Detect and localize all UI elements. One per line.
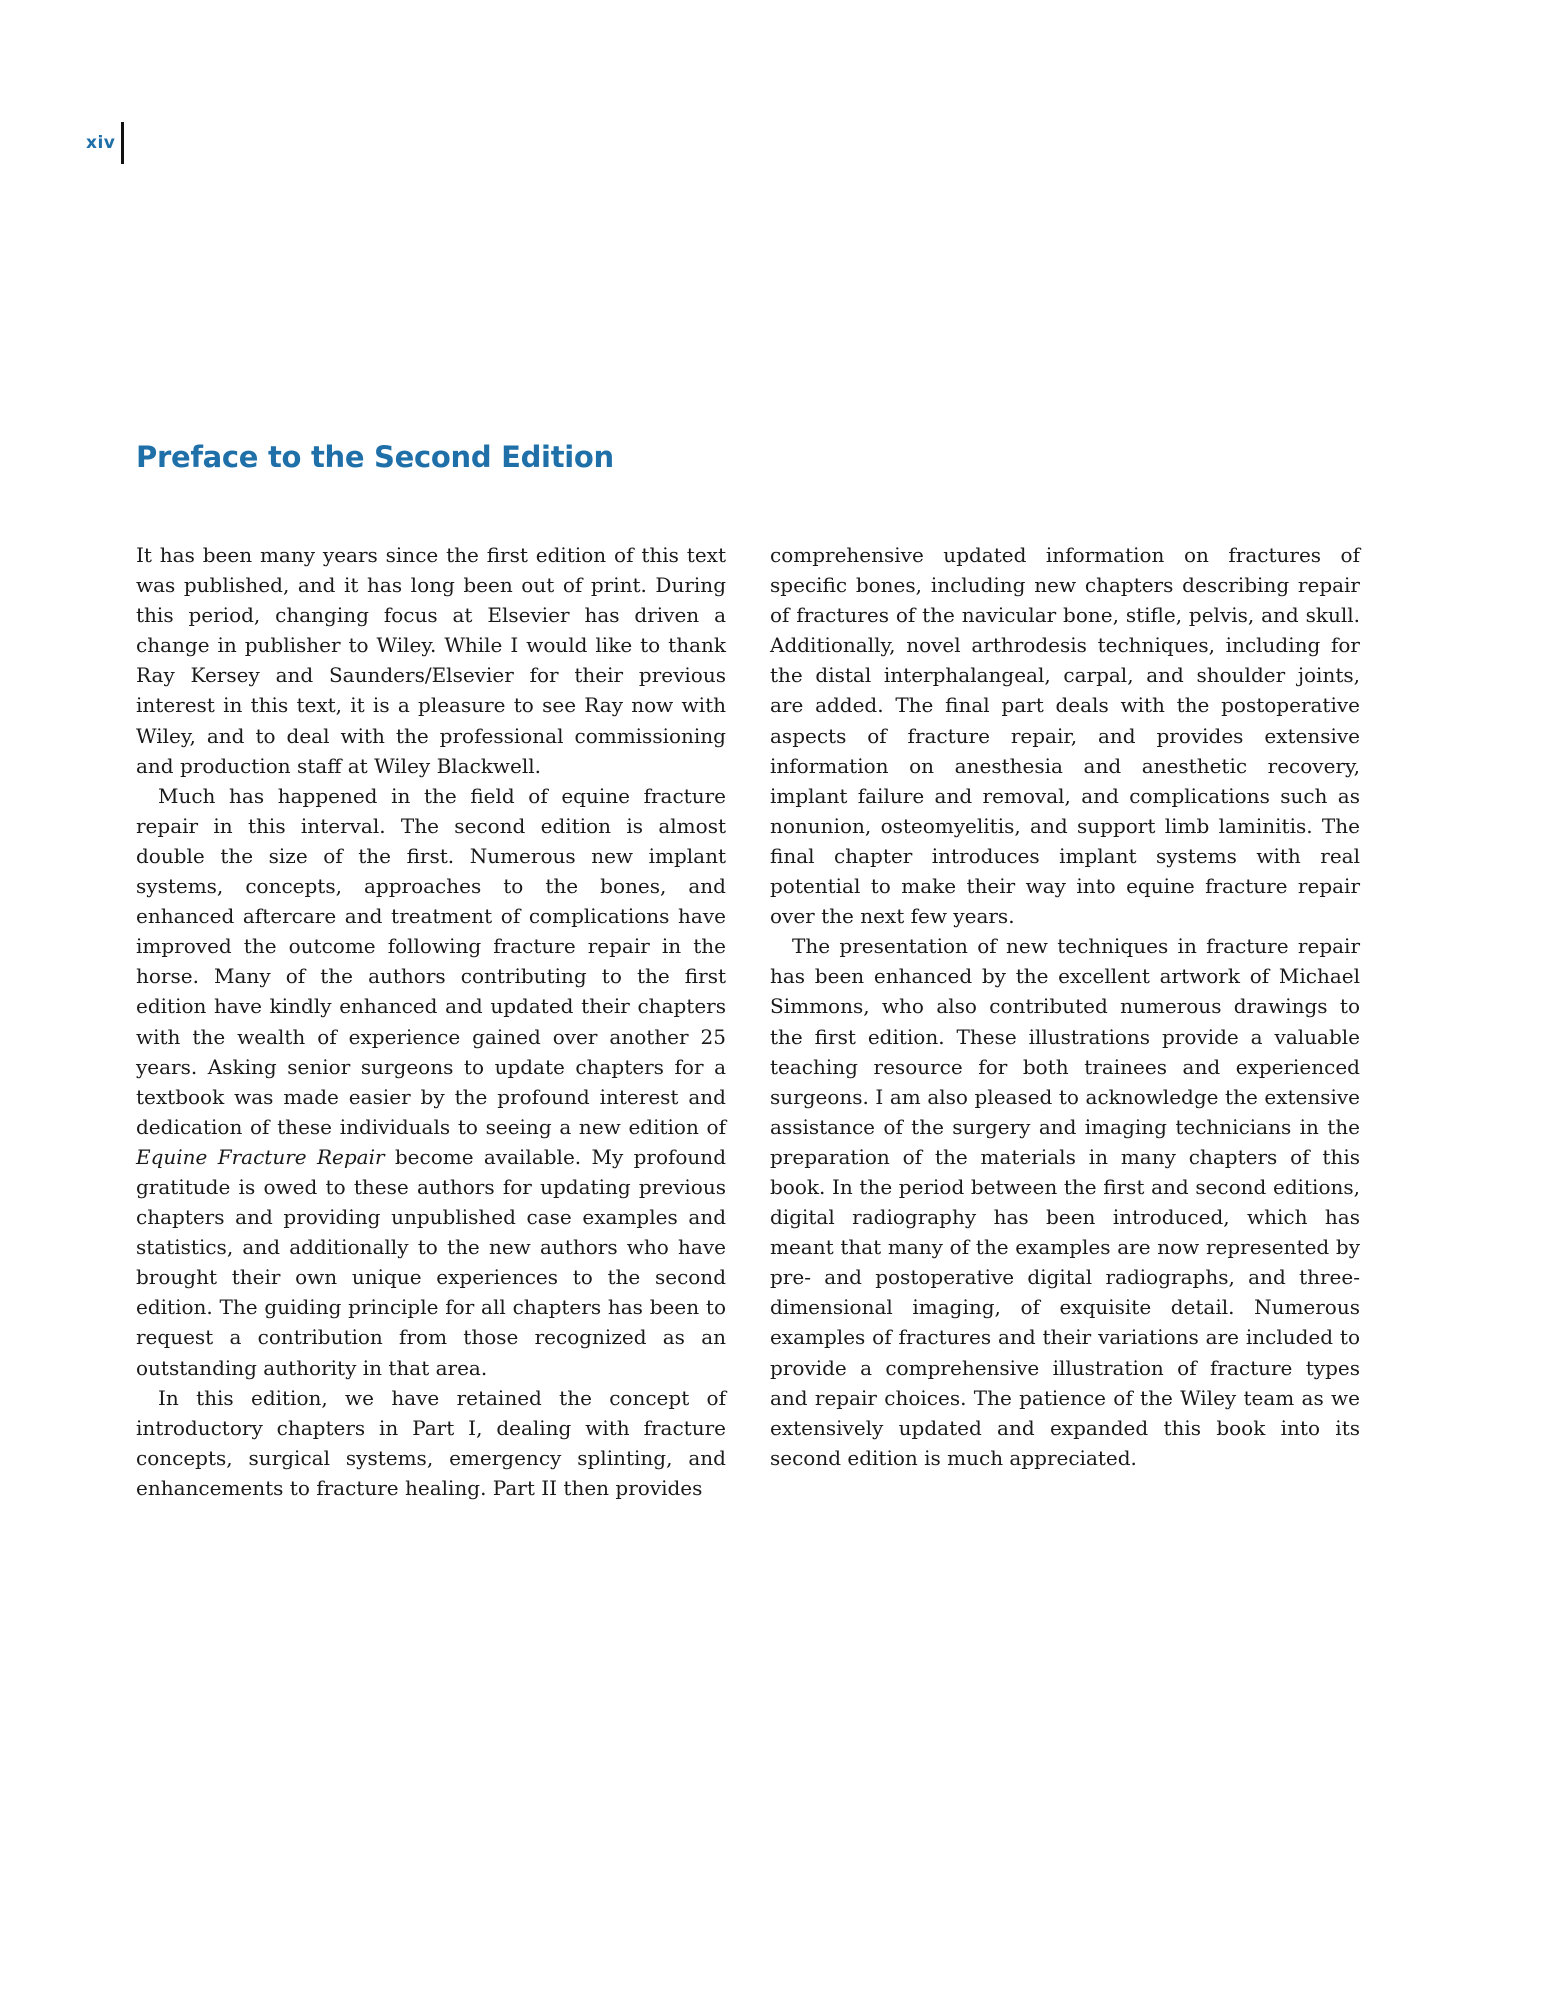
paragraph-text: become available. My profound gratitude is owed to these authors for updating previous chapters and providing unpublished case examples and statistics, and additionally to the new authors who have brought their own unique experiences to the second edition. The guiding principle for all chapters has been to request a contribution from those recognized as an outstanding authority in that area. <box>136 1144 726 1380</box>
text-column-right <box>770 540 1360 1473</box>
book-title-italic: Equine Fracture Repair <box>136 1144 385 1169</box>
folio-rule <box>121 122 124 164</box>
text-column-left <box>136 540 726 1503</box>
paragraph: comprehensive updated information on fractures of specific bones, including new chapters describing repair of fractures of the navicular bone, stifle, pelvis, and skull. Additionally, novel arthrodesis techniques, including for the distal interphalangeal, carpal, and shoulder joints, are added. The final part deals with the postoperative aspects of fracture repair, and provides extensive information on anesthesia and anesthetic recovery, implant failure and removal, and complications such as nonunion, osteomyelitis, and support limb laminitis. The final chapter introduces implant systems with real potential to make their way into equine fracture repair over the next few years. <box>770 543 1360 929</box>
paragraph <box>136 781 726 1383</box>
page-folio <box>86 122 124 164</box>
paragraph: It has been many years since the first edition of this text was published, and it has long been out of print. During this period, changing focus at Elsevier has driven a change in publisher to Wiley. While I would like to thank Ray Kersey and Saunders/Elsevier for their previous interest in this text, it is a pleasure to see Ray now with Wiley, and to deal with the professional commissioning and production staff at Wiley Blackwell. <box>136 543 726 778</box>
paragraph: In this edition, we have retained the concept of introductory chapters in Part I, dealing with fracture concepts, surgical systems, emergency splinting, and enhancements to fracture healing. Part II then provides <box>136 1385 726 1500</box>
chapter-title: Preface to the Second Edition <box>136 440 614 474</box>
paragraph-text: Much has happened in the field of equine fracture repair in this interval. The second edition is almost double the size of the first. Numerous new implant systems, concepts, approaches to the bones, and enhanced aftercare and treatment of complications have improved the outcome following fracture repair in the horse. Many of the authors contributing to the first edition have kindly enhanced and updated their chapters with the wealth of experience gained over another 25 years. Asking senior surgeons to update chapters for a textbook was made easier by the profound interest and dedication of these individuals to seeing a new edition of <box>136 783 726 1139</box>
page-number: xiv <box>86 133 116 153</box>
paragraph: The presentation of new techniques in fracture repair has been enhanced by the excellent artwork of Michael Simmons, who also contributed numerous drawings to the first edition. These illustrations provide a valuable teaching resource for both trainees and experienced surgeons. I am also pleased to acknowledge the extensive assistance of the surgery and imaging technicians in the preparation of the materials in many chapters of this book. In the period between the first and second editions, digital radiography has been introduced, which has meant that many of the examples are now represented by pre- and postoperative digital radiographs, and three-dimensional imaging, of exquisite detail. Numerous examples of fractures and their variations are included to provide a comprehensive illustration of fracture types and repair choices. The patience of the Wiley team as we extensively updated and expanded this book into its second edition is much appreciated. <box>770 934 1360 1470</box>
